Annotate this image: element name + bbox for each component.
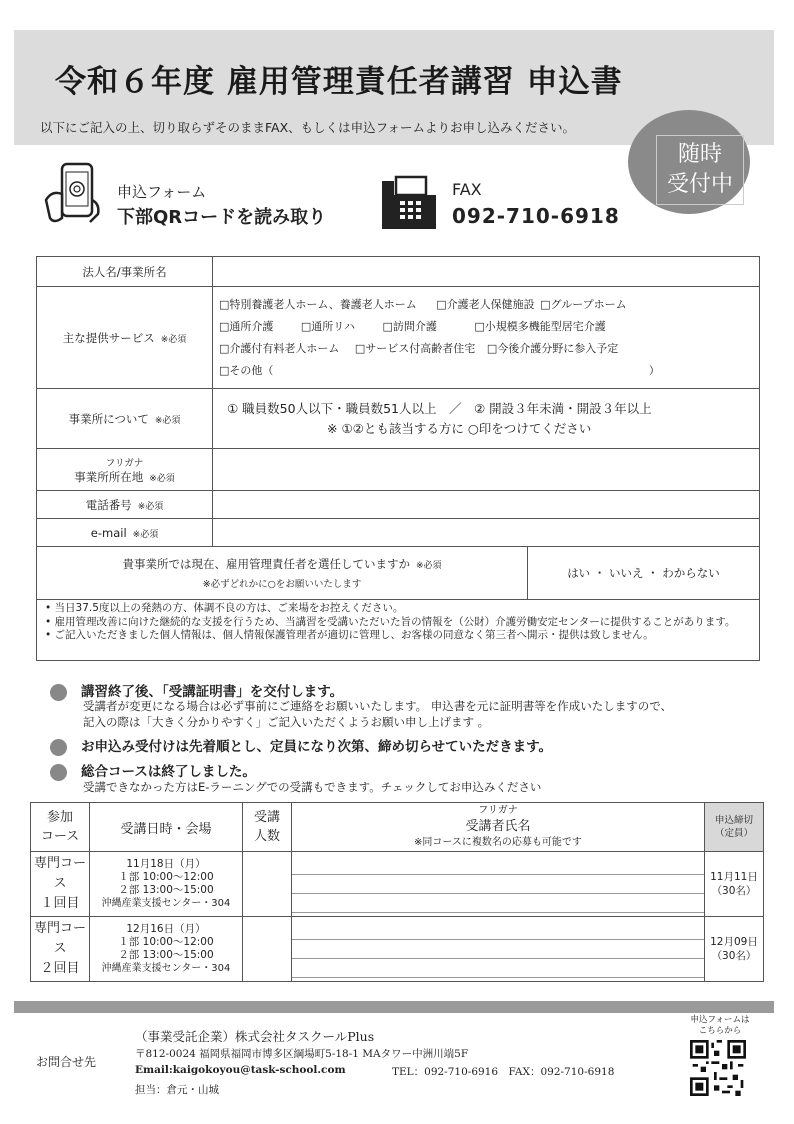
page-title: 令和６年度 雇用管理責任者講習 申込書 (55, 64, 623, 100)
deadline-cell: 12月09日 （30名） (705, 917, 764, 982)
footer-org: （事業受託企業）株式会社タスクールPlus (135, 1029, 375, 1044)
bullet-dot (50, 739, 67, 756)
services-row (219, 294, 753, 316)
furigana-label: フリガナ (105, 457, 144, 469)
manager-options[interactable]: はい ・ いいえ ・ わからない (567, 566, 720, 580)
course-cell: 専門コース ２回目 (31, 917, 90, 982)
fax-machine-icon (380, 175, 438, 233)
company-name-field[interactable] (213, 257, 760, 287)
info-heading-general-course: 総合コースは終了しました。 (50, 760, 256, 781)
attendee-name-field[interactable] (292, 917, 705, 982)
email-label: e-mail ※必須 (37, 519, 213, 547)
attendee-name-field[interactable] (292, 852, 705, 917)
service-option[interactable]: □通所介護 (219, 319, 274, 333)
services-field (213, 287, 760, 389)
services-row (219, 338, 753, 360)
phone-label: 電話番号 ※必須 (37, 491, 213, 519)
header-name: フリガナ 受講者氏名 ※同コースに複数名の応募も可能です (292, 803, 705, 852)
phone-field[interactable] (213, 491, 760, 519)
info-heading-first-come: お申込み受付けは先着順とし、定員になり次第、締め切らせていただきます。 (50, 735, 552, 756)
office-options: ① 職員数50人以下・職員数51人以上 ／ ② 開設３年未満・開設３年以上 (227, 400, 652, 416)
service-option[interactable]: □グループホーム (540, 297, 627, 311)
service-option[interactable]: □今後介護分野に参入予定 (486, 341, 619, 355)
service-option-other[interactable]: □その他（ (219, 363, 274, 377)
office-label: 事業所について ※必須 (37, 389, 213, 449)
manager-note: ※必ずどれかに○をお願いいたします (202, 579, 362, 590)
footer-address: 〒812-0024 福岡県福岡市博多区綱場町5-18-1 MAタワー中洲川端5F (135, 1048, 469, 1060)
application-form (36, 256, 760, 600)
service-option[interactable]: □介護老人保健施設 (436, 297, 535, 311)
badge-line-2: 受付中 (666, 172, 733, 197)
note-item: • 雇用管理改善に向けた継続的な支援を行うため、当講習を受講いただいた旨の情報を（公財）介護労働安定センターに提供することがあります。 (45, 615, 736, 628)
page-subtitle: 以下にご記入の上、切り取らずそのままFAX、もしくは申込フォームよりお申し込みください。 (40, 120, 576, 135)
count-field[interactable] (243, 917, 292, 982)
service-other-close: ） (648, 363, 660, 377)
service-option[interactable]: □訪問介護 (382, 319, 437, 333)
form-label: 申込フォーム (117, 183, 207, 201)
info-text: 記入の際は「大きく分かりやすく」ご記入いただくようお願い申し上げます 。 (83, 715, 490, 729)
bullet-dot (50, 684, 67, 701)
services-row (219, 360, 753, 382)
info-text: 受講者が変更になる場合は必ず事前にご連絡をお願いいたします。 申込書を元に証明書等を作成いたしますので、 (83, 699, 672, 713)
bullet-dot (50, 764, 67, 781)
info-heading-certificate: 講習終了後、「受講証明書」を交付します。 (50, 680, 343, 701)
count-field[interactable] (243, 852, 292, 917)
manager-row (37, 547, 760, 600)
notes-box (36, 599, 760, 661)
deadline-cell: 11月11日 （30名） (705, 852, 764, 917)
email-field[interactable] (213, 519, 760, 547)
ruled-lines (292, 921, 704, 978)
company-name-label: 法人名/事業所名 (37, 257, 213, 287)
manager-question-cell: 貴事業所では現在、雇用管理責任者を選任していますか ※必須 ※必ずどれかに○をお願いいたします (37, 547, 528, 599)
address-field[interactable] (213, 449, 760, 491)
header-count: 受講 人数 (243, 803, 292, 852)
header-course: 参加 コース (31, 803, 90, 852)
manager-question: 貴事業所では現在、雇用管理責任者を選任していますか (122, 557, 410, 571)
fax-label: FAX (452, 180, 482, 199)
note-item: • ご記入いただきました個人情報は、個人情報保護管理者が適切に管理し、お客様の同意なく第三者へ開示・提供は致しません。 (45, 629, 654, 641)
header-datetime: 受講日時・会場 (90, 803, 243, 852)
datetime-cell: 12月16日（月） １部 10:00～12:00 ２部 13:00～15:00 沖縄産業支援センター・304 (90, 917, 243, 982)
table-row (31, 852, 764, 917)
header-deadline: 申込締切 （定員） (705, 803, 764, 852)
table-row (31, 917, 764, 982)
accepting-badge-text (656, 135, 744, 205)
inquiry-label: お問合せ先 (36, 1055, 97, 1069)
address-label: フリガナ 事業所所在地 ※必須 (37, 449, 213, 491)
office-field[interactable] (213, 389, 760, 449)
fax-number: 092-710-6918 (452, 204, 620, 228)
smartphone-qr-icon (42, 160, 110, 230)
footer-band (14, 1001, 774, 1013)
service-option[interactable]: □小規模多機能型居宅介護 (474, 319, 606, 333)
service-option[interactable]: □通所リハ (300, 319, 355, 333)
office-instructions: ※ ①②とも該当する方に ○印をつけてください (327, 420, 592, 436)
badge-line-1: 随時 (677, 142, 722, 167)
course-cell: 専門コース １回目 (31, 852, 90, 917)
qr-code-icon[interactable] (690, 1040, 746, 1096)
services-row (219, 316, 753, 338)
service-option[interactable]: □サービス付高齢者住宅 (354, 341, 476, 355)
footer-email[interactable]: Email:kaigokoyou@task-school.com (135, 1064, 346, 1076)
services-label: 主な提供サービス ※必須 (37, 287, 213, 389)
datetime-cell: 11月18日（月） １部 10:00～12:00 ２部 13:00～15:00 沖縄産業支援センター・304 (90, 852, 243, 917)
service-option[interactable]: □特別養護老人ホーム、養護老人ホーム (219, 297, 417, 311)
info-text: 受講できなかった方はE-ラーニングでの受講もできます。チェックしてお申込みください (83, 780, 542, 794)
service-option[interactable]: □介護付有料老人ホーム (219, 341, 340, 355)
footer-tel-fax: TEL：092-710-6916 FAX：092-710-6918 (392, 1066, 615, 1078)
form-description: 下部QRコードを読み取り (117, 207, 327, 228)
course-table (30, 802, 764, 982)
ruled-lines (292, 856, 704, 913)
note-item: • 当日37.5度以上の発熱の方、体調不良の方は、ご来場をお控えください。 (45, 602, 404, 614)
footer-staff: 担当：倉元・山城 (135, 1084, 219, 1096)
qr-caption: 申込フォームは こちらから (690, 1015, 750, 1036)
